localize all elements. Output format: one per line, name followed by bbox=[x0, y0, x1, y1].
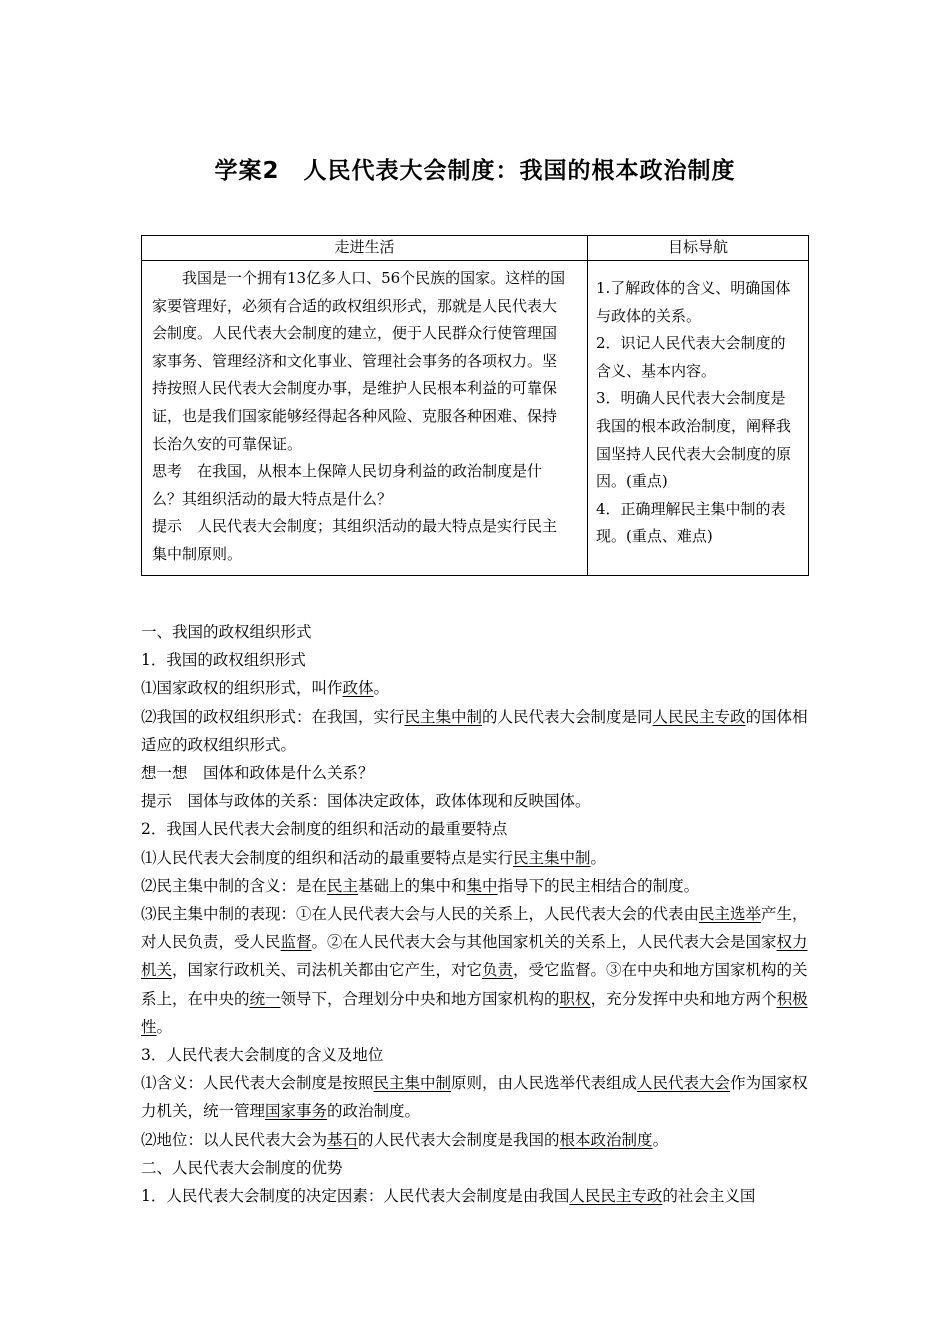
fill-answer: 国家事务 bbox=[265, 1102, 328, 1121]
goal-item: 2．识记人民代表大会制度的含义、基本内容。 bbox=[596, 334, 786, 380]
fill-answer: 人民代表大会 bbox=[637, 1074, 731, 1093]
fill-answer: 民主集中制 bbox=[404, 707, 483, 726]
goals-cell bbox=[588, 261, 809, 576]
fill-answer: 民主集中制 bbox=[513, 848, 591, 867]
subsection-heading: 2．我国人民代表大会制度的组织和活动的最重要特点 bbox=[141, 820, 508, 839]
fill-answer: 根本政治制度 bbox=[559, 1130, 653, 1149]
fill-answer: 统一 bbox=[249, 989, 281, 1008]
paragraph: ⑵民主集中制的含义：是在民主基础上的集中和集中指导下的民主相结合的制度。 bbox=[141, 876, 700, 895]
paragraph: ⑵地位：以人民代表大会为基石的人民代表大会制度是我国的根本政治制度。 bbox=[141, 1130, 669, 1149]
intro-table-header-row bbox=[142, 236, 809, 261]
paragraph: ⑴国家政权的组织形式，叫作政体。 bbox=[141, 679, 390, 698]
goal-item: 3．明确人民代表大会制度是我国的根本政治制度，阐释我国坚持人民代表大会制度的原因。(重点) bbox=[596, 389, 792, 491]
intro-table bbox=[141, 235, 809, 576]
think-question: 思考 在我国，从根本上保障人民切身利益的政治制度是什么？其组织活动的最大特点是什么？ bbox=[152, 462, 543, 508]
think-hint: 提示 国体与政体的关系：国体决定政体，政体体现和反映国体。 bbox=[141, 792, 591, 811]
paragraph: ⑴人民代表大会制度的组织和活动的最重要特点是实行民主集中制。 bbox=[141, 848, 607, 867]
think-hint: 提示 人民代表大会制度；其组织活动的最大特点是实行民主集中制原则。 bbox=[152, 517, 558, 563]
fill-answer: 政体 bbox=[342, 679, 374, 698]
life-paragraph: 我国是一个拥有13亿多人口、56个民族的国家。这样的国家要管理好，必须有合适的政权组织形式，那就是人民代表大会制度。人民代表大会制度的建立，便于人民群众行使管理国家事务、管理经济和文化事业、管理社会事务的各项权力。坚持按照人民代表大会制度办事，是维护人民根本利益的可靠保证，也是我们国家能够经得起各种风险、克服各种困难、保持长治久安的可靠保证。 bbox=[152, 269, 566, 453]
fill-answer: 职权 bbox=[559, 989, 591, 1008]
fill-answer: 积极性 bbox=[141, 989, 808, 1036]
fill-answer: 监督 bbox=[280, 933, 312, 952]
fill-answer: 负责 bbox=[482, 961, 514, 980]
fill-answer: 权力机关 bbox=[141, 933, 808, 980]
intro-table-body-row bbox=[142, 261, 809, 576]
fill-answer: 民主 bbox=[327, 876, 359, 895]
subsection-heading: 1．我国的政权组织形式 bbox=[141, 651, 306, 670]
fill-answer: 民主选举 bbox=[699, 905, 762, 924]
fill-answer: 集中 bbox=[466, 876, 498, 895]
subsection-heading: 3．人民代表大会制度的含义及地位 bbox=[141, 1046, 384, 1065]
paragraph: 1．人民代表大会制度的决定因素：人民代表大会制度是由我国人民民主专政的社会主义国 bbox=[141, 1187, 756, 1206]
main-content bbox=[141, 618, 813, 1210]
paragraph: ⑴含义：人民代表大会制度是按照民主集中制原则，由人民选举代表组成人民代表大会作为国家权力机关，统一管理国家事务的政治制度。 bbox=[141, 1074, 808, 1121]
fill-answer: 民主集中制 bbox=[373, 1074, 452, 1093]
fill-answer: 人民民主专政 bbox=[652, 707, 746, 726]
header-life: 走进生活 bbox=[142, 236, 588, 261]
think-question: 想一想 国体和政体是什么关系？ bbox=[141, 764, 374, 783]
fill-answer: 人民民主专政 bbox=[569, 1187, 663, 1206]
section-heading: 一、我国的政权组织形式 bbox=[141, 623, 312, 641]
page-title: 学案2 人民代表大会制度：我国的根本政治制度 bbox=[214, 158, 736, 184]
header-goals: 目标导航 bbox=[588, 236, 809, 261]
life-cell bbox=[142, 261, 588, 576]
paragraph: ⑶民主集中制的表现：①在人民代表大会与人民的关系上，人民代表大会的代表由民主选举产生，对人民负责，受人民监督。②在人民代表大会与其他国家机关的关系上，人民代表大会是国家权力机关，国家行政机关、司法机关都由它产生，对它负责，受它监督。③在中央和地方国家机构的关系上，在中央的统一领导下，合理划分中央和地方国家机构的职权，充分发挥中央和地方两个积极性。 bbox=[141, 905, 808, 1036]
paragraph: ⑵我国的政权组织形式：在我国，实行民主集中制的人民代表大会制度是同人民民主专政的国体相适应的政权组织形式。 bbox=[141, 707, 808, 754]
goal-item: 4．正确理解民主集中制的表现。(重点、难点) bbox=[596, 499, 786, 546]
fill-answer: 基石 bbox=[327, 1130, 359, 1149]
goal-item: 1.了解政体的含义、明确国体与政体的关系。 bbox=[596, 279, 791, 325]
section-heading: 二、人民代表大会制度的优势 bbox=[141, 1158, 343, 1177]
